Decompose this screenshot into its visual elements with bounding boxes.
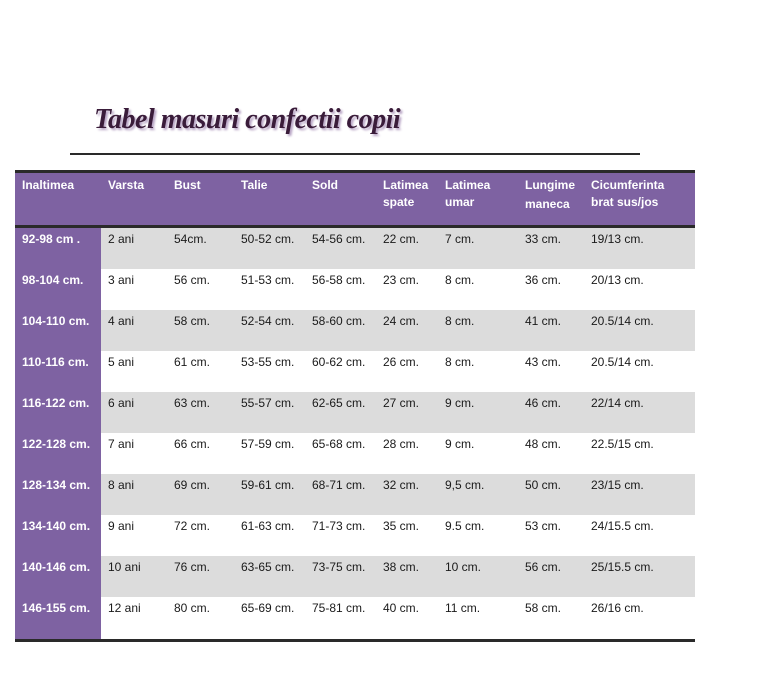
table-cell: 19/13 cm. bbox=[591, 232, 644, 246]
table-cell: 76 cm. bbox=[174, 560, 211, 574]
height-range: 140-146 cm. bbox=[22, 560, 91, 574]
row-header-cell bbox=[15, 392, 101, 433]
table-cell: 23/15 cm. bbox=[591, 478, 644, 492]
table-cell: 52-54 cm. bbox=[241, 314, 295, 328]
table-cell: 2 ani bbox=[108, 232, 135, 246]
header-bust: Bust bbox=[174, 178, 201, 192]
table-cell: 63-65 cm. bbox=[241, 560, 295, 574]
page-title: Tabel masuri confectii copii bbox=[94, 104, 401, 135]
table-cell: 9,5 cm. bbox=[445, 478, 485, 492]
table-cell: 71-73 cm. bbox=[312, 519, 366, 533]
table-cell: 55-57 cm. bbox=[241, 396, 295, 410]
table-row bbox=[15, 597, 695, 639]
row-header-cell bbox=[15, 433, 101, 474]
table-cell: 65-68 cm. bbox=[312, 437, 366, 451]
table-cell: 51-53 cm. bbox=[241, 273, 295, 287]
header-varsta: Varsta bbox=[108, 178, 145, 192]
table-cell: 9 cm. bbox=[445, 396, 475, 410]
table-cell: 8 cm. bbox=[445, 273, 475, 287]
table-cell: 32 cm. bbox=[383, 478, 420, 492]
table-cell: 72 cm. bbox=[174, 519, 211, 533]
table-cell: 36 cm. bbox=[525, 273, 562, 287]
table-cell: 6 ani bbox=[108, 396, 135, 410]
table-cell: 7 ani bbox=[108, 437, 135, 451]
row-header-cell bbox=[15, 515, 101, 556]
table-cell: 35 cm. bbox=[383, 519, 420, 533]
table-row bbox=[15, 351, 695, 392]
table-cell: 11 cm. bbox=[445, 601, 481, 615]
height-range: 116-122 cm. bbox=[22, 396, 90, 410]
table-cell: 10 cm. bbox=[445, 560, 482, 574]
table-cell: 9.5 cm. bbox=[445, 519, 485, 533]
table-row bbox=[15, 228, 695, 269]
header-sold: Sold bbox=[312, 178, 338, 192]
height-range: 110-116 cm. bbox=[22, 355, 89, 369]
table-cell: 27 cm. bbox=[383, 396, 420, 410]
table-row bbox=[15, 474, 695, 515]
table-cell: 69 cm. bbox=[174, 478, 211, 492]
table-cell: 5 ani bbox=[108, 355, 135, 369]
table-cell: 38 cm. bbox=[383, 560, 420, 574]
table-cell: 50-52 cm. bbox=[241, 232, 295, 246]
table-cell: 50 cm. bbox=[525, 478, 562, 492]
table-cell: 59-61 cm. bbox=[241, 478, 295, 492]
table-cell: 8 cm. bbox=[445, 355, 475, 369]
table-cell: 63 cm. bbox=[174, 396, 211, 410]
table-cell: 66 cm. bbox=[174, 437, 211, 451]
table-cell: 43 cm. bbox=[525, 355, 562, 369]
table-cell: 28 cm. bbox=[383, 437, 420, 451]
table-body bbox=[15, 228, 695, 639]
table-cell: 10 ani bbox=[108, 560, 141, 574]
height-range: 92-98 cm . bbox=[22, 232, 81, 246]
table-cell: 53 cm. bbox=[525, 519, 562, 533]
table-cell: 22.5/15 cm. bbox=[591, 437, 654, 451]
table-row bbox=[15, 310, 695, 351]
table-cell: 58-60 cm. bbox=[312, 314, 366, 328]
table-cell: 60-62 cm. bbox=[312, 355, 366, 369]
height-range: 98-104 cm. bbox=[22, 273, 84, 287]
table-cell: 22 cm. bbox=[383, 232, 420, 246]
table-cell: 53-55 cm. bbox=[241, 355, 295, 369]
table-row bbox=[15, 433, 695, 474]
row-header-cell bbox=[15, 597, 101, 639]
header-circumferinta-brat: Cicumferinta brat sus/jos bbox=[591, 178, 665, 209]
table-cell: 8 cm. bbox=[445, 314, 475, 328]
table-cell: 68-71 cm. bbox=[312, 478, 366, 492]
table-cell: 8 ani bbox=[108, 478, 135, 492]
table-cell: 54-56 cm. bbox=[312, 232, 366, 246]
table-cell: 22/14 cm. bbox=[591, 396, 644, 410]
height-range: 134-140 cm. bbox=[22, 519, 91, 533]
height-range: 146-155 cm. bbox=[22, 601, 91, 615]
size-table bbox=[15, 170, 695, 642]
table-cell: 80 cm. bbox=[174, 601, 211, 615]
table-cell: 25/15.5 cm. bbox=[591, 560, 654, 574]
table-cell: 58 cm. bbox=[525, 601, 562, 615]
table-cell: 23 cm. bbox=[383, 273, 420, 287]
table-cell: 46 cm. bbox=[525, 396, 562, 410]
table-cell: 54cm. bbox=[174, 232, 207, 246]
row-header-cell bbox=[15, 310, 101, 351]
table-cell: 57-59 cm. bbox=[241, 437, 295, 451]
height-range: 128-134 cm. bbox=[22, 478, 91, 492]
table-cell: 75-81 cm. bbox=[312, 601, 366, 615]
table-cell: 65-69 cm. bbox=[241, 601, 295, 615]
table-cell: 3 ani bbox=[108, 273, 135, 287]
height-range: 104-110 cm. bbox=[22, 314, 90, 328]
table-cell: 12 ani bbox=[108, 601, 141, 615]
table-cell: 56 cm. bbox=[174, 273, 211, 287]
table-cell: 61-63 cm. bbox=[241, 519, 295, 533]
header-latimea-umar: Latimea umar bbox=[445, 178, 491, 209]
header-latimea-spate: Latimea spate bbox=[383, 178, 429, 209]
table-cell: 73-75 cm. bbox=[312, 560, 366, 574]
table-row bbox=[15, 556, 695, 597]
title-divider bbox=[70, 153, 640, 155]
table-row bbox=[15, 269, 695, 310]
table-row bbox=[15, 392, 695, 433]
table-cell: 40 cm. bbox=[383, 601, 420, 615]
table-cell: 20/13 cm. bbox=[591, 273, 644, 287]
table-cell: 20.5/14 cm. bbox=[591, 355, 654, 369]
table-cell: 7 cm. bbox=[445, 232, 475, 246]
header-talie: Talie bbox=[241, 178, 268, 192]
row-header-cell bbox=[15, 556, 101, 597]
table-cell: 9 cm. bbox=[445, 437, 475, 451]
table-cell: 24 cm. bbox=[383, 314, 420, 328]
table-cell: 9 ani bbox=[108, 519, 135, 533]
header-inaltimea: Inaltimea bbox=[22, 178, 75, 192]
table-cell: 33 cm. bbox=[525, 232, 562, 246]
table-cell: 41 cm. bbox=[525, 314, 562, 328]
table-cell: 24/15.5 cm. bbox=[591, 519, 654, 533]
table-cell: 61 cm. bbox=[174, 355, 211, 369]
row-header-cell bbox=[15, 474, 101, 515]
row-header-cell bbox=[15, 228, 101, 269]
table-cell: 62-65 cm. bbox=[312, 396, 366, 410]
table-cell: 20.5/14 cm. bbox=[591, 314, 654, 328]
table-header-row bbox=[15, 173, 695, 228]
height-range: 122-128 cm. bbox=[22, 437, 91, 451]
table-cell: 56 cm. bbox=[525, 560, 562, 574]
table-cell: 26/16 cm. bbox=[591, 601, 644, 615]
row-header-cell bbox=[15, 351, 101, 392]
table-cell: 56-58 cm. bbox=[312, 273, 366, 287]
table-cell: 26 cm. bbox=[383, 355, 420, 369]
row-header-cell bbox=[15, 269, 101, 310]
header-lungime-maneca: Lungime maneca bbox=[525, 178, 575, 211]
table-cell: 58 cm. bbox=[174, 314, 211, 328]
table-cell: 48 cm. bbox=[525, 437, 562, 451]
table-cell: 4 ani bbox=[108, 314, 135, 328]
table-row bbox=[15, 515, 695, 556]
